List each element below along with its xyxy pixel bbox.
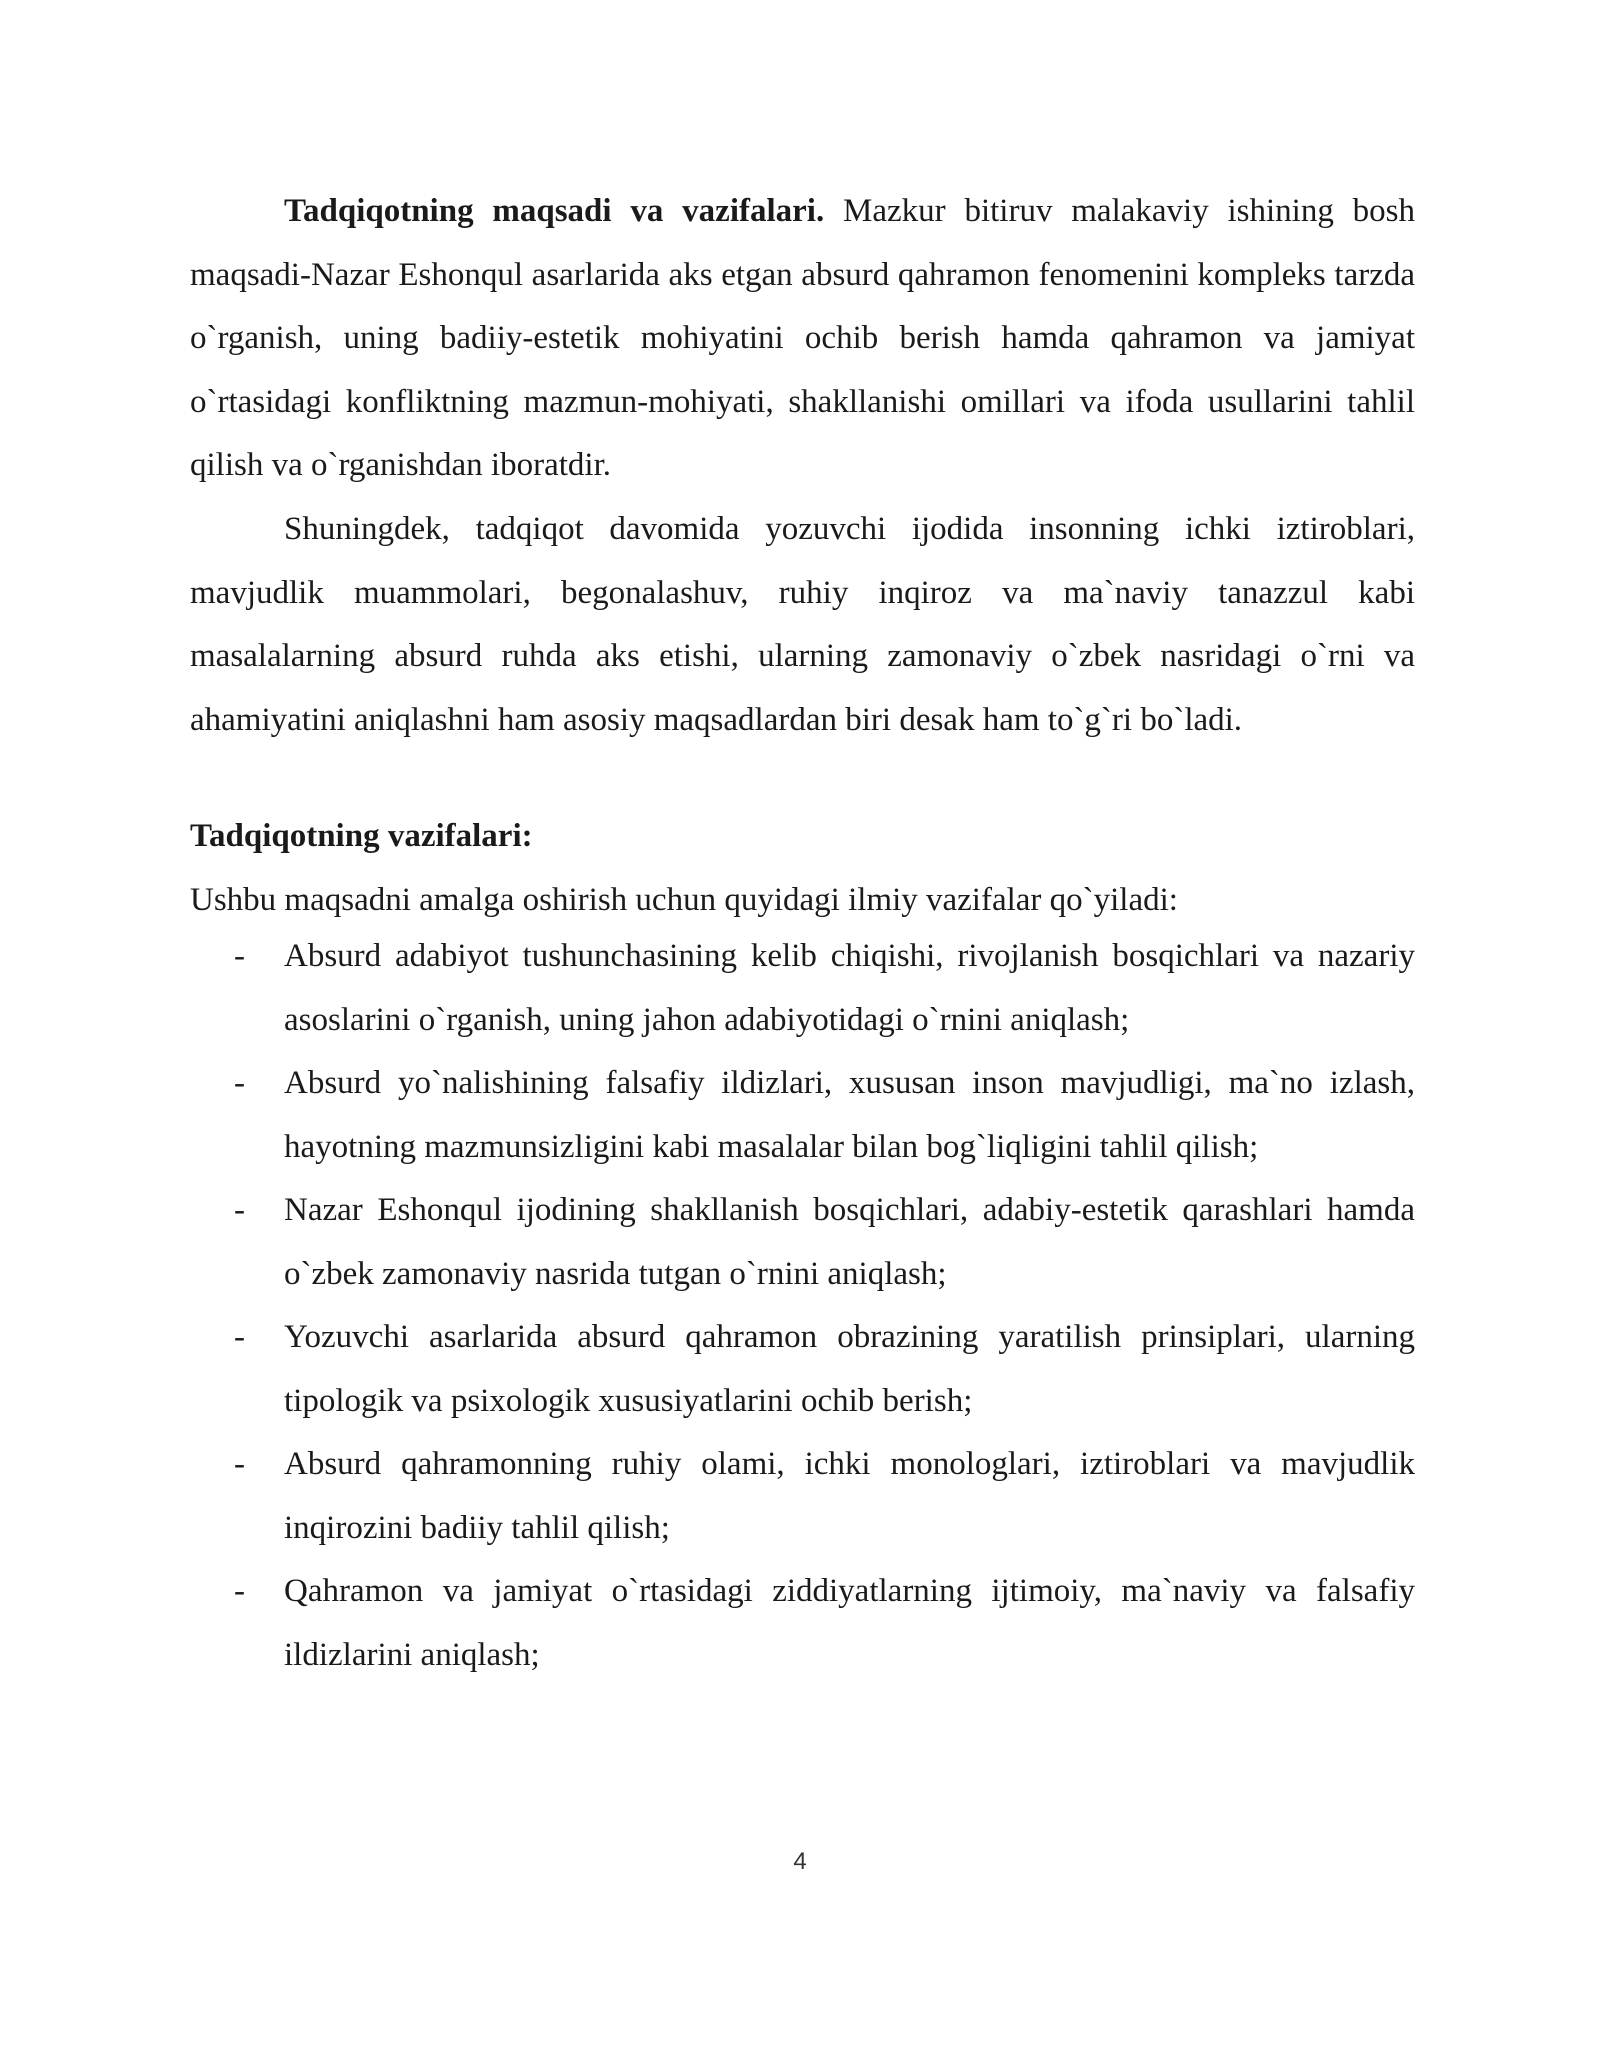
goal-paragraph (190, 180, 1415, 498)
additional-goal-paragraph: Shuningdek, tadqiqot davomida yozuvchi ijodida insonning ichki iztiroblari, mavjudlik muammolari, begonalashuv, ruhiy inqiroz va ma`naviy tanazzul kabi masalalarning absurd ruhda aks etishi, ularning zamonaviy o`zbek nasridagi o`rni va ahamiyatini aniqlashni ham asosiy maqsadlardan biri desak ham to`g`ri bo`ladi. (190, 511, 1415, 738)
task-text: Yozuvchi asarlarida absurd qahramon obrazining yaratilish prinsiplari, ularning tipologik va psixologik xususiyatlarini ochib berish; (284, 1319, 1415, 1419)
goal-paragraph-text: Mazkur bitiruv malakaviy ishining bosh maqsadi-Nazar Eshonqul asarlarida aks etgan absurd qahramon fenomenini kompleks tarzda o`rganish, uning badiiy-estetik mohiyatini ochib berish hamda qahramon va jamiyat o`rtasidagi konfliktning mazmun-mohiyati, shakllanishi omillari va ifoda usullarini tahlil qilish va o`rganishdan iboratdir. (190, 193, 1415, 483)
task-text: Absurd yo`nalishining falsafiy ildizlari, xususan inson mavjudligi, ma`no izlash, hayotning mazmunsizligini kabi masalalar bilan bog`liqligini tahlil qilish; (284, 1065, 1415, 1165)
task-text: Absurd adabiyot tushunchasining kelib chiqishi, rivojlanish bosqichlari va nazariy asoslarini o`rganish, uning jahon adabiyotidagi o`rnini aniqlash; (284, 938, 1415, 1038)
task-text: Nazar Eshonqul ijodining shakllanish bosqichlari, adabiy-estetik qarashlari hamda o`zbek zamonaviy nasrida tutgan o`rnini aniqlash; (284, 1192, 1415, 1292)
list-dash: - (234, 938, 245, 974)
list-dash: - (234, 1319, 245, 1355)
page-number: 4 (793, 1848, 807, 1875)
task-item (190, 1433, 1415, 1560)
task-text: Absurd qahramonning ruhiy olami, ichki monologlari, iztiroblari va mavjudlik inqirozini badiiy tahlil qilish; (284, 1446, 1415, 1546)
task-text: Qahramon va jamiyat o`rtasidagi ziddiyatlarning ijtimoiy, ma`naviy va falsafiy ildizlarini aniqlash; (284, 1573, 1415, 1673)
task-item (190, 1560, 1415, 1687)
task-item (190, 1306, 1415, 1433)
task-item (190, 1052, 1415, 1179)
list-dash: - (234, 1192, 245, 1228)
list-dash: - (234, 1446, 245, 1482)
tasks-heading: Tadqiqotning vazifalari: (190, 818, 533, 854)
task-item (190, 925, 1415, 1052)
tasks-list (190, 925, 1415, 1687)
tasks-intro: Ushbu maqsadni amalga oshirish uchun quyidagi ilmiy vazifalar qo`yiladi: (190, 882, 1178, 918)
list-dash: - (234, 1065, 245, 1101)
list-dash: - (234, 1573, 245, 1609)
goal-heading: Tadqiqotning maqsadi va vazifalari. (284, 193, 825, 229)
task-item (190, 1179, 1415, 1306)
